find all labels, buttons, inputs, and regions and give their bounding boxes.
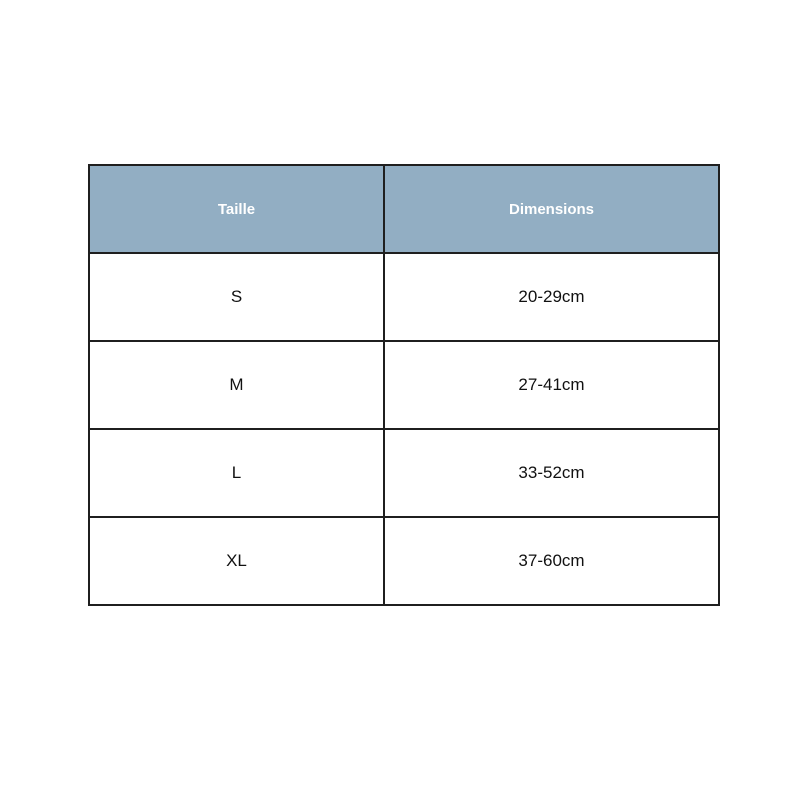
cell-dimensions-s: 20-29cm <box>384 253 719 341</box>
table-row-l <box>89 429 719 517</box>
cell-taille-l: L <box>89 429 384 517</box>
header-row <box>89 165 719 253</box>
cell-taille-s: S <box>89 253 384 341</box>
cell-taille-xl: XL <box>89 517 384 605</box>
size-table-header <box>89 165 719 253</box>
cell-dimensions-m: 27-41cm <box>384 341 719 429</box>
column-header-taille: Taille <box>89 165 384 253</box>
table-row-xl <box>89 517 719 605</box>
size-table <box>88 164 720 606</box>
table-row-s <box>89 253 719 341</box>
cell-dimensions-l: 33-52cm <box>384 429 719 517</box>
size-table-body <box>89 253 719 605</box>
cell-taille-m: M <box>89 341 384 429</box>
column-header-dimensions: Dimensions <box>384 165 719 253</box>
table-row-m <box>89 341 719 429</box>
cell-dimensions-xl: 37-60cm <box>384 517 719 605</box>
